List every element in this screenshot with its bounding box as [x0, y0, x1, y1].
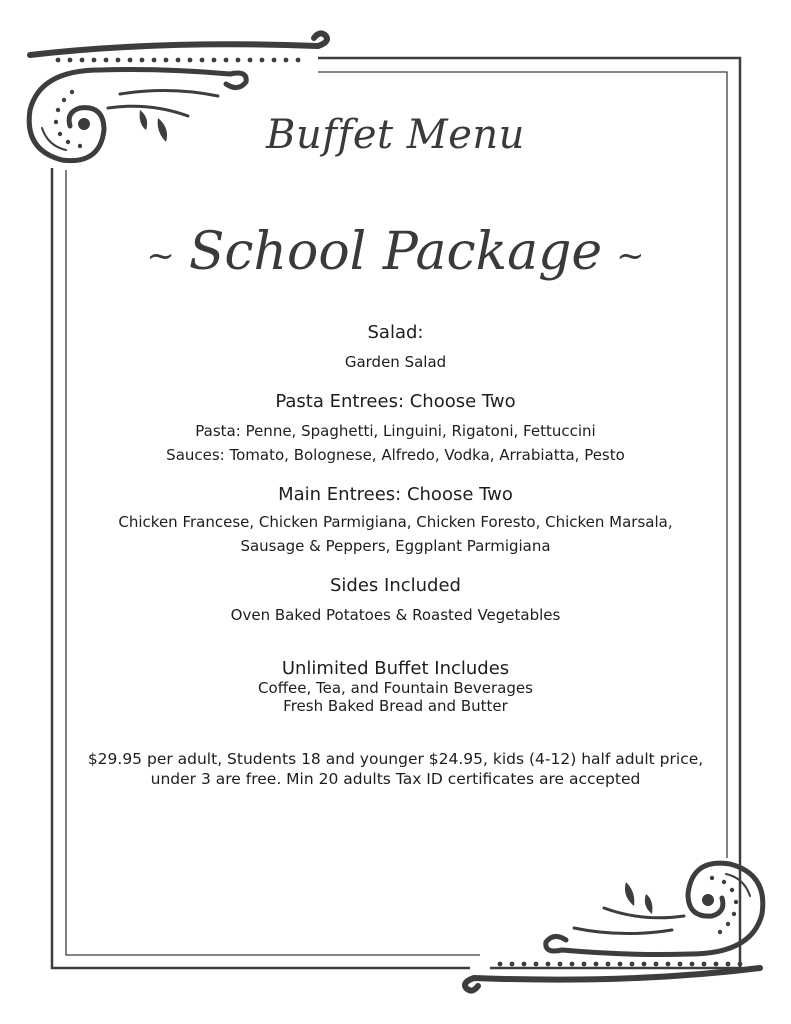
unlimited-line-2: Fresh Baked Bread and Butter	[283, 697, 508, 715]
pasta-sauces: Sauces: Tomato, Bolognese, Alfredo, Vodka, Arrabiatta, Pesto	[166, 446, 625, 464]
sides-heading: Sides Included	[330, 575, 461, 596]
sides-item: Oven Baked Potatoes & Roasted Vegetables	[230, 606, 561, 624]
main-heading: Main Entrees: Choose Two	[278, 484, 513, 505]
package-title: School Package	[188, 222, 603, 282]
swirl-right-icon: ~	[616, 235, 645, 276]
salad-item: Garden Salad	[344, 353, 447, 371]
pasta-types: Pasta: Penne, Spaghetti, Linguini, Rigatoni, Fettuccini	[195, 422, 596, 440]
menu-content	[0, 322, 791, 789]
pricing-line-2: under 3 are free. Min 20 adults Tax ID certificates are accepted	[150, 770, 641, 788]
pricing-line-1: $29.95 per adult, Students 18 and younger $24.95, kids (4-12) half adult price,	[87, 750, 704, 768]
salad-heading: Salad:	[367, 322, 424, 343]
buffet-menu-heading: Buffet Menu	[266, 112, 525, 158]
main-line-1: Chicken Francese, Chicken Parmigiana, Chicken Foresto, Chicken Marsala,	[118, 513, 673, 531]
corner-ornament-bottom-right	[465, 863, 763, 990]
unlimited-line-1: Coffee, Tea, and Fountain Beverages	[258, 679, 533, 697]
pasta-heading: Pasta Entrees: Choose Two	[275, 391, 516, 412]
unlimited-heading: Unlimited Buffet Includes	[281, 658, 510, 679]
swirl-left-icon: ~	[146, 235, 175, 276]
package-title-row	[0, 222, 791, 282]
main-line-2: Sausage & Peppers, Eggplant Parmigiana	[240, 537, 551, 555]
